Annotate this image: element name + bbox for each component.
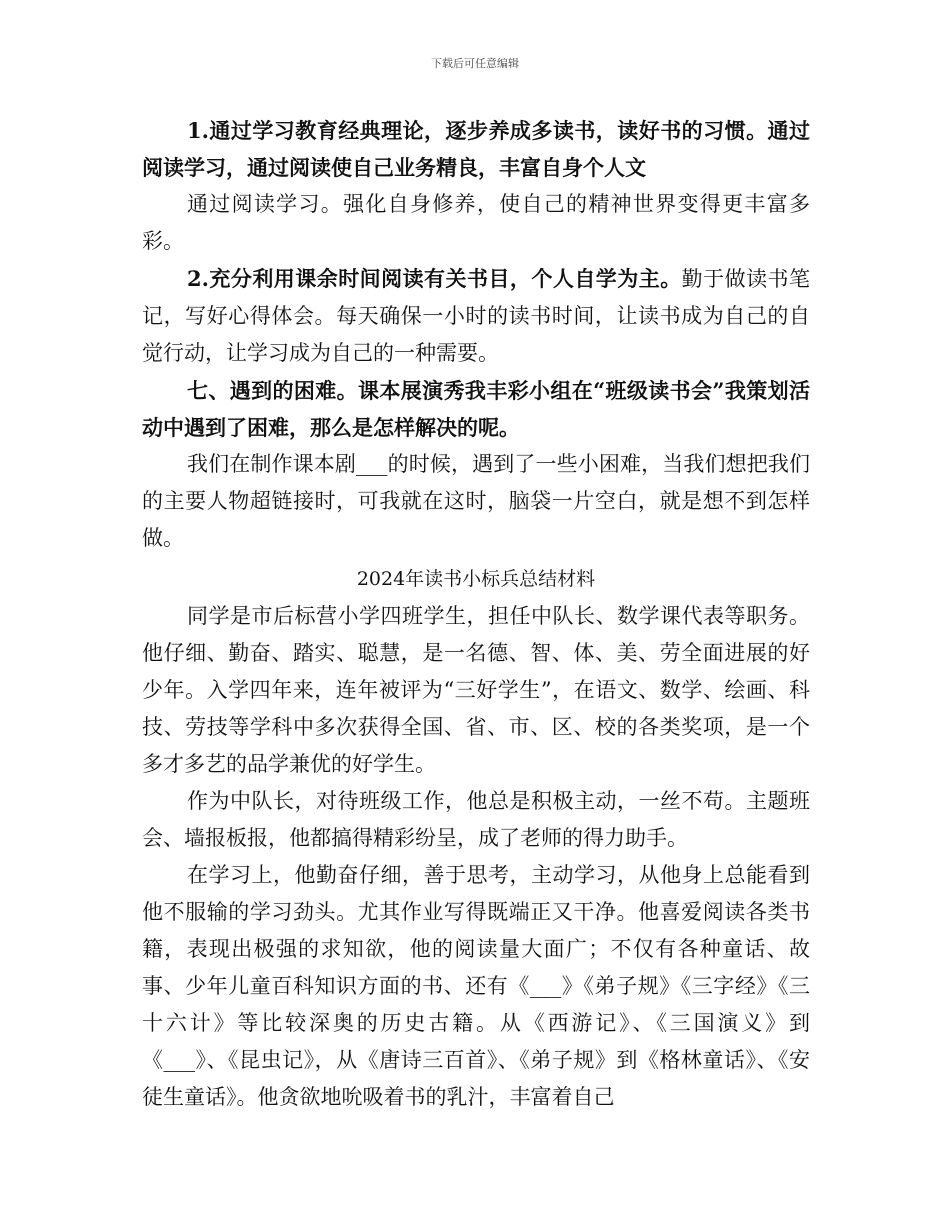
goal-paragraph-1-continued: 通过阅读学习。强化自身修养，使自己的精神世界变得更丰富多彩。: [142, 192, 810, 253]
goal-paragraph-1: 1.通过学习教育经典理论，逐步养成多读书，读好书的习惯。通过阅读学习，通过阅读使自己业务精良，丰富自身个人文: [142, 118, 810, 180]
goal-paragraph-2-rest: 勤于做读书笔记，写好心得体会。每天确保一小时的读书时间，让读书成为自己的自觉行动，让学习成为自己的一种需要。: [142, 267, 811, 365]
goal-paragraph-2: [142, 260, 810, 372]
summary-paragraph-1: 同学是市后标营小学四班学生，担任中队长、数学课代表等职务。他仔细、勤奋、踏实、聪慧，是一名德、智、体、美、劳全面进展的好少年。入学四年来，连年被评为“三好学生”，在语文、数学、绘画、科技、劳技等学科中多次获得全国、省、市、区、校的各类奖项，是一个多才多艺的品学兼优的好学生。: [142, 604, 810, 776]
section-title: 2024年读书小标兵总结材料: [356, 568, 596, 590]
difficulty-heading: 七、遇到的困难。课本展演秀我丰彩小组在“班级读书会”我策划活动中遇到了困难，那么是怎样解决的呢。: [142, 378, 810, 440]
summary-paragraph-2: 作为中队长，对待班级工作，他总是积极主动，一丝不苟。主题班会、墙报板报，他都搞得精彩纷呈，成了老师的得力助手。: [142, 789, 810, 850]
goal-paragraph-2-lead: 2.充分利用课余时间阅读有关书目，个人自学为主。: [187, 266, 682, 291]
page-header: 下载后可任意编辑: [431, 57, 519, 70]
summary-paragraph-3: 在学习上，他勤奋仔细，善于思考，主动学习，从他身上总能看到他不服输的学习劲头。尤其作业写得既端正又干净。他喜爱阅读各类书籍，表现出极强的求知欲，他的阅读量大面广；不仅有各种童话、故事、少年儿童百科知识方面的书、还有《___》《弟子规》《三字经》《三十六计》等比较深奥的历史古籍。从《西游记》、《三国演义》到《___》、《昆虫记》，从《唐诗三百首》、《弟子规》到《格林童话》、《安徒生童话》。他贪欲地吮吸着书的乳汁，丰富着自己: [142, 863, 810, 1109]
difficulty-paragraph: 我们在制作课本剧___的时候，遇到了一些小困难，当我们想把我们的主要人物超链接时，可我就在这时，脑袋一片空白，就是想不到怎样做。: [142, 452, 810, 550]
document-body: [142, 112, 810, 1116]
